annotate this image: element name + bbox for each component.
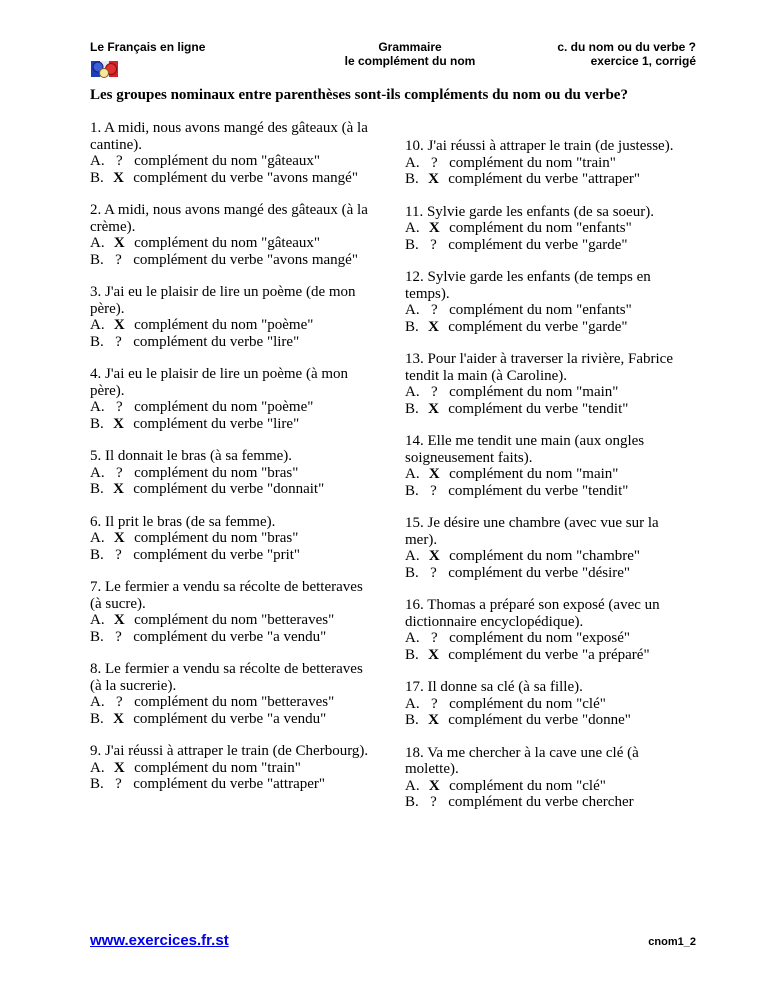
answer-mark: X: [113, 759, 125, 776]
option-b: B. X complément du verbe "avons mangé": [90, 169, 358, 186]
exercise-item-6: [90, 514, 375, 564]
header-site-name: Le Français en ligne: [90, 40, 206, 54]
exercise-item-18: [405, 745, 690, 811]
answer-mark: X: [113, 317, 125, 333]
answer-mark: X: [428, 466, 440, 482]
item-sentence: 16. Thomas a préparé son exposé (avec un dictionnaire encyclopédique).: [405, 597, 660, 630]
answer-mark: X: [428, 400, 439, 417]
answer-mark: ?: [431, 695, 438, 712]
right-column: [405, 138, 690, 827]
answer-mark: ?: [431, 384, 438, 400]
item-sentence: 13. Pour l'aider à traverser la rivière, Fabrice tendit la main (à Caroline).: [405, 351, 674, 384]
left-column: [90, 120, 375, 809]
option-b: B. ? complément du verbe "attraper": [90, 776, 326, 792]
item-sentence: 8. Le fermier a vendu sa récolte de betteraves (à la sucrerie).: [90, 661, 363, 694]
option-a: A. X complément du nom "train": [90, 759, 301, 776]
exercise-item-3: [90, 284, 375, 350]
header-topic-line1: Grammaire: [378, 40, 442, 54]
option-a: A. X complément du nom "chambre": [405, 548, 641, 564]
option-b: B. ? complément du verbe "a vendu": [90, 628, 327, 645]
option-b: B. ? complément du verbe "lire": [90, 333, 300, 350]
answer-mark: ?: [430, 482, 437, 499]
option-b: B. X complément du verbe "attraper": [405, 171, 641, 187]
item-sentence: 3. J'ai eu le plaisir de lire un poème (de mon père).: [90, 284, 356, 317]
exercise-item-14: [405, 433, 690, 499]
item-sentence: 2. A midi, nous avons mangé des gâteaux (à la crème).: [90, 202, 368, 235]
header-topic-line2: le complément du nom: [344, 54, 476, 68]
option-a: A. ? complément du nom "exposé": [405, 630, 631, 646]
header-topic: [300, 40, 520, 68]
option-b: B. ? complément du verbe "garde": [405, 236, 628, 253]
option-b: B. ? complément du verbe "prit": [90, 546, 301, 563]
exercise-item-2: [90, 202, 375, 268]
option-b: B. X complément du verbe "tendit": [405, 400, 629, 417]
item-sentence: 5. Il donnait le bras (à sa femme).: [90, 448, 293, 464]
option-b: B. ? complément du verbe "désire": [405, 564, 631, 581]
document-code: cnom1_2: [648, 936, 696, 948]
option-a: A. ? complément du nom "main": [405, 384, 619, 400]
option-b: B. X complément du verbe "lire": [90, 415, 300, 432]
exercise-item-17: [405, 679, 690, 729]
option-a: A. ? complément du nom "clé": [405, 695, 606, 712]
answer-mark: X: [428, 220, 440, 236]
answer-mark: ?: [430, 236, 437, 253]
option-a: A. ? complément du nom "train": [405, 154, 616, 171]
answer-mark: ?: [116, 464, 123, 481]
answer-mark: ?: [115, 251, 122, 268]
item-sentence: 14. Elle me tendit une main (aux ongles soigneusement faits).: [405, 433, 645, 466]
exercise-item-4: [90, 366, 375, 432]
exercise-item-8: [90, 661, 375, 727]
answer-mark: X: [428, 171, 439, 187]
answer-mark: ?: [116, 694, 123, 710]
item-sentence: 4. J'ai eu le plaisir de lire un poème (à mon père).: [90, 366, 349, 399]
item-sentence: 18. Va me chercher à la cave une clé (à molette).: [405, 744, 639, 777]
exercise-item-11: [405, 204, 690, 254]
option-a: A. ? complément du nom "bras": [90, 464, 299, 481]
answer-mark: ?: [115, 546, 122, 563]
answer-mark: X: [428, 548, 440, 564]
option-a: A. X complément du nom "betteraves": [90, 612, 335, 628]
option-a: A. X complément du nom "main": [405, 466, 619, 482]
answer-mark: ?: [430, 794, 437, 810]
item-sentence: 9. J'ai réussi à attraper le train (de Cherbourg).: [90, 743, 369, 759]
answer-mark: ?: [115, 776, 122, 792]
exercise-item-13: [405, 351, 690, 417]
site-logo-icon: [90, 58, 120, 80]
header-exercise-line2: exercice 1, corrigé: [590, 54, 696, 68]
item-sentence: 6. Il prit le bras (de sa femme).: [90, 513, 276, 530]
answer-mark: X: [113, 169, 124, 186]
answer-mark: ?: [430, 564, 437, 581]
item-sentence: 11. Sylvie garde les enfants (de sa soeur).: [405, 203, 654, 220]
answer-mark: X: [113, 235, 125, 251]
exercise-item-10: [405, 138, 690, 188]
answer-mark: X: [113, 710, 124, 727]
answer-mark: ?: [431, 154, 438, 171]
exercise-item-7: [90, 579, 375, 645]
item-sentence: 17. Il donne sa clé (à sa fille).: [405, 679, 583, 695]
option-a: A. X complément du nom "poème": [90, 317, 314, 333]
answer-mark: ?: [431, 630, 438, 646]
option-a: A. ? complément du nom "enfants": [405, 302, 632, 318]
exercise-question: Les groupes nominaux entre parenthèses sont-ils compléments du nom ou du verbe?: [90, 87, 628, 103]
answer-mark: X: [113, 530, 125, 546]
option-a: A. ? complément du nom "gâteaux": [90, 153, 321, 169]
option-b: B. X complément du verbe "garde": [405, 318, 628, 335]
answer-mark: X: [113, 612, 125, 628]
item-sentence: 1. A midi, nous avons mangé des gâteaux (à la cantine).: [90, 120, 368, 153]
website-link[interactable]: www.exercices.fr.st: [90, 932, 229, 949]
option-b: B. ? complément du verbe "tendit": [405, 482, 629, 499]
item-sentence: 7. Le fermier a vendu sa récolte de betteraves (à sucre).: [90, 579, 363, 612]
answer-mark: X: [428, 777, 440, 794]
option-b: B. X complément du verbe "a préparé": [405, 646, 650, 663]
header-exercise-line1: c. du nom ou du verbe ?: [557, 40, 696, 54]
answer-mark: X: [428, 646, 439, 663]
item-sentence: 12. Sylvie garde les enfants (de temps en temps).: [405, 269, 651, 302]
answer-mark: ?: [116, 153, 123, 169]
item-sentence: 10. J'ai réussi à attraper le train (de justesse).: [405, 138, 674, 154]
exercise-item-12: [405, 269, 690, 335]
exercise-item-5: [90, 448, 375, 498]
answer-mark: X: [428, 712, 439, 728]
exercise-item-15: [405, 515, 690, 581]
answer-mark: ?: [431, 302, 438, 318]
exercise-item-1: [90, 120, 375, 186]
option-a: A. ? complément du nom "poème": [90, 399, 314, 415]
option-a: A. ? complément du nom "betteraves": [90, 694, 335, 710]
answer-mark: X: [113, 481, 124, 497]
option-a: A. X complément du nom "bras": [90, 530, 299, 546]
option-b: B. X complément du verbe "donne": [405, 712, 631, 728]
option-a: A. X complément du nom "gâteaux": [90, 235, 321, 251]
answer-mark: X: [113, 415, 124, 432]
answer-mark: ?: [115, 628, 122, 645]
exercise-item-16: [405, 597, 690, 663]
option-a: A. X complément du nom "enfants": [405, 220, 632, 236]
option-b: B. X complément du verbe "a vendu": [90, 710, 327, 727]
option-b: B. ? complément du verbe "avons mangé": [90, 251, 358, 268]
answer-mark: ?: [115, 333, 122, 350]
answer-mark: X: [428, 318, 439, 335]
option-a: A. X complément du nom "clé": [405, 777, 606, 794]
exercise-item-9: [90, 743, 375, 793]
option-b: B. ? complément du verbe chercher: [405, 794, 634, 810]
header-exercise: [557, 40, 696, 68]
item-sentence: 15. Je désire une chambre (avec vue sur la mer).: [405, 515, 659, 548]
option-b: B. X complément du verbe "donnait": [90, 481, 325, 497]
answer-mark: ?: [116, 399, 123, 415]
